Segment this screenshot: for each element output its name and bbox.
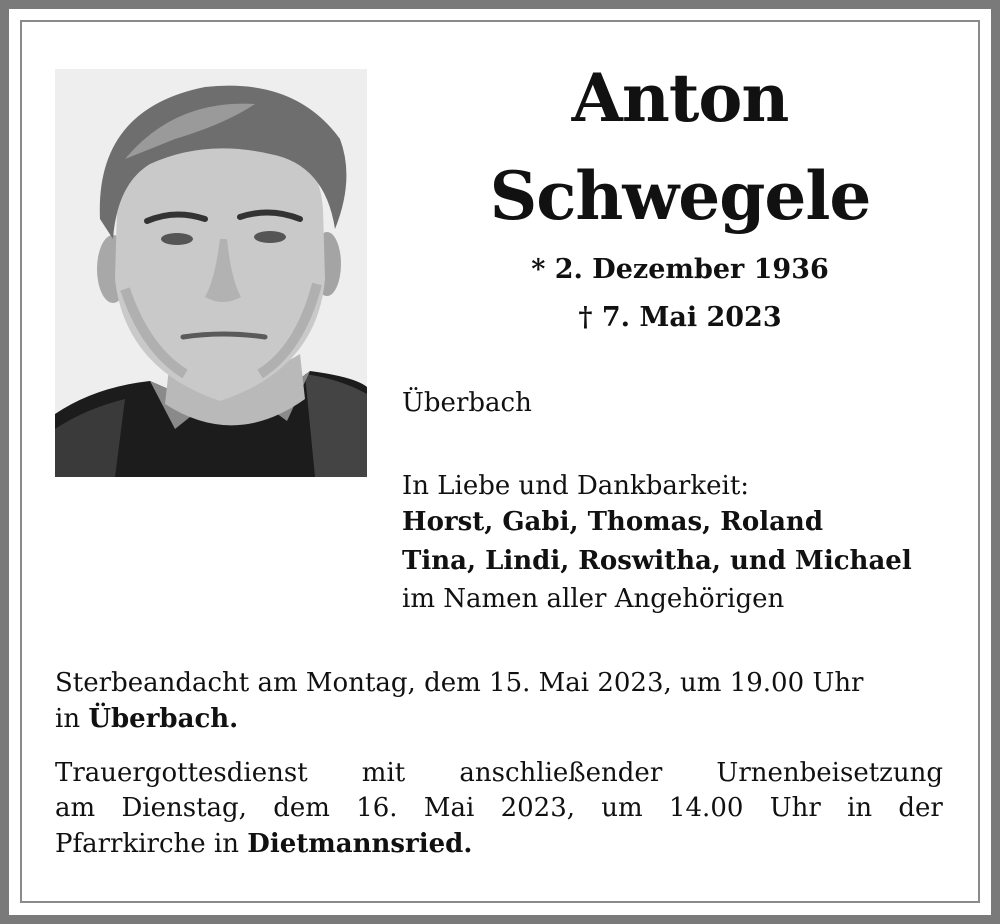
service-2-line-1 (55, 760, 943, 786)
service-2-word: dem (273, 793, 330, 823)
service-2-word: Trauergottesdienst (55, 758, 308, 788)
service-1-place: Überbach. (88, 704, 239, 734)
family-names-line-2: Tina, Lindi, Roswitha, und Michael (402, 546, 912, 576)
service-2-word: in (847, 793, 873, 823)
portrait-photo (55, 69, 367, 477)
service-2-word: anschließender (459, 758, 663, 788)
death-date: † 7. Mai 2023 (578, 302, 782, 333)
name-last: Schwegele (489, 157, 871, 235)
family-outro: im Namen aller Angehörigen (402, 584, 785, 614)
service-2-line-2 (55, 795, 943, 821)
service-1-line-1: Sterbeandacht am Montag, dem 15. Mai 2023, um 19.00 Uhr (55, 668, 864, 698)
service-2-place: Dietmannsried. (247, 829, 473, 859)
service-2-word: Dienstag, (121, 793, 247, 823)
birth-date: * 2. Dezember 1936 (531, 254, 829, 285)
service-2-word: am (55, 793, 96, 823)
service-1-prefix: in (55, 704, 81, 734)
service-2-word: Mai (423, 793, 475, 823)
service-1-line-2 (55, 706, 238, 732)
service-2-prefix: Pfarrkirche in (55, 829, 239, 859)
family-intro: In Liebe und Dankbarkeit: (402, 471, 750, 501)
place-of-residence: Überbach (402, 388, 532, 418)
family-names-line-1: Horst, Gabi, Thomas, Roland (402, 507, 824, 537)
service-2-word: der (898, 793, 943, 823)
service-2-word: mit (361, 758, 406, 788)
service-2-line-3 (55, 831, 472, 857)
service-2-word: Uhr (769, 793, 821, 823)
service-2-word: um (601, 793, 643, 823)
service-2-word: 2023, (500, 793, 575, 823)
name-first: Anton (571, 59, 789, 137)
service-2-word: Urnenbeisetzung (716, 758, 943, 788)
service-2-word: 16. (356, 793, 398, 823)
service-2-word: 14.00 (668, 793, 744, 823)
